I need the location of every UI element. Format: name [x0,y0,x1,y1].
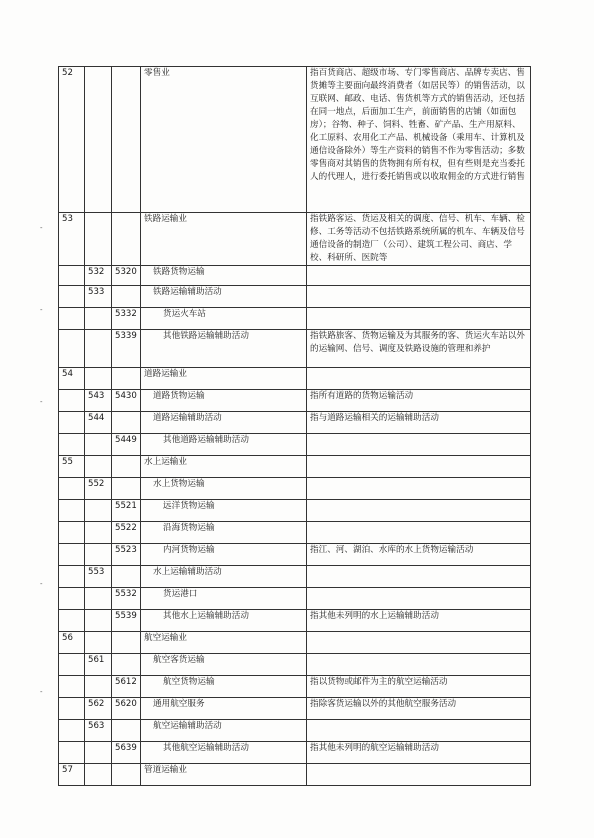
small-code: 5620 [112,698,141,720]
small-code [112,654,141,676]
major-code [59,500,85,522]
category-name: 其他铁路运输辅助活动 [141,330,307,368]
table-row [59,67,531,213]
table-row [59,654,531,676]
table-row [59,720,531,742]
category-name: 航空客货运输 [141,654,307,676]
small-code [112,286,141,308]
category-description: 指百货商店、超级市场、专门零售商店、品牌专卖店、售货摊等主要面向最终消费者（如居民等）的销售活动，以互联网、邮政、电话、售货机等方式的销售活动，还包括在同一地点，后面加工生产，前面销售的店铺（如面包房）；谷物、种子、饲料、牲畜、矿产品、生产用原料、化工原料、农用化工产品、机械设备（乘用车、计算机及通信设备除外）等生产资料的销售不作为零售活动；多数零售商对其销售的货物拥有所有权，但有些则是充当委托人的代理人，进行委托销售或以收取佣金的方式进行销售 [307,67,531,213]
major-code: 57 [59,764,85,786]
medium-code [85,500,112,522]
small-code [112,368,141,390]
medium-code [85,676,112,698]
major-code [59,742,85,764]
major-code [59,522,85,544]
major-code [59,330,85,368]
category-name: 零售业 [141,67,307,213]
category-description [307,308,531,330]
category-name: 其他水上运输辅助活动 [141,610,307,632]
medium-code: 544 [85,412,112,434]
category-description: 指其他未列明的航空运输辅助活动 [307,742,531,764]
medium-code: 533 [85,286,112,308]
category-name: 水上货物运输 [141,478,307,500]
medium-code [85,308,112,330]
small-code: 5539 [112,610,141,632]
small-code [112,67,141,213]
table-row [59,610,531,632]
medium-code: 543 [85,390,112,412]
small-code: 5612 [112,676,141,698]
table-row [59,676,531,698]
category-name: 水上运输辅助活动 [141,566,307,588]
category-description: 指铁路旅客、货物运输及为其服务的客、货运火车站以外的运输网、信号、调度及铁路设施的管理和养护 [307,330,531,368]
small-code: 5522 [112,522,141,544]
major-code [59,654,85,676]
medium-code [85,764,112,786]
category-description [307,522,531,544]
category-description: 指江、河、湖泊、水库的水上货物运输活动 [307,544,531,566]
category-description [307,632,531,654]
category-description: 指除客货运输以外的其他航空服务活动 [307,698,531,720]
medium-code: 562 [85,698,112,720]
table-row [59,434,531,456]
margin-mark: - [40,398,43,406]
small-code [112,478,141,500]
category-name: 铁路运输辅助活动 [141,286,307,308]
category-description [307,654,531,676]
small-code: 5332 [112,308,141,330]
small-code: 5449 [112,434,141,456]
category-name: 铁路货物运输 [141,266,307,286]
medium-code [85,330,112,368]
medium-code [85,67,112,213]
table-row [59,566,531,588]
table-row [59,266,531,286]
category-name: 货运火车站 [141,308,307,330]
major-code [59,286,85,308]
small-code [112,632,141,654]
medium-code: 532 [85,266,112,286]
category-description: 指铁路客运、货运及相关的调度、信号、机车、车辆、检修、工务等活动不包括铁路系统所属的机车、车辆及信号通信设备的制造厂（公司）、建筑工程公司、商店、学校、科研所、医院等 [307,213,531,266]
major-code [59,544,85,566]
major-code [59,588,85,610]
category-description: 指与道路运输相关的运输辅助活动 [307,412,531,434]
medium-code [85,456,112,478]
category-name: 铁路运输业 [141,213,307,266]
category-name: 通用航空服务 [141,698,307,720]
category-name: 道路运输辅助活动 [141,412,307,434]
major-code [59,478,85,500]
major-code [59,566,85,588]
major-code: 52 [59,67,85,213]
table-row [59,478,531,500]
table-row [59,500,531,522]
category-description [307,500,531,522]
table-row [59,588,531,610]
major-code: 55 [59,456,85,478]
medium-code [85,632,112,654]
small-code [112,720,141,742]
table-row [59,390,531,412]
table-row [59,308,531,330]
category-name: 航空运输辅助活动 [141,720,307,742]
category-name: 管道运输业 [141,764,307,786]
major-code [59,720,85,742]
category-name: 其他道路运输辅助活动 [141,434,307,456]
small-code [112,566,141,588]
classification-table [58,66,531,786]
category-name: 沿海货物运输 [141,522,307,544]
category-description [307,456,531,478]
major-code [59,698,85,720]
margin-mark: - [40,580,43,588]
category-name: 道路货物运输 [141,390,307,412]
small-code [112,412,141,434]
small-code [112,456,141,478]
small-code: 5523 [112,544,141,566]
category-description: 指所有道路的货物运输活动 [307,390,531,412]
major-code [59,412,85,434]
category-name: 道路运输业 [141,368,307,390]
major-code: 53 [59,213,85,266]
category-name: 远洋货物运输 [141,500,307,522]
category-name: 其他航空运输辅助活动 [141,742,307,764]
category-description [307,764,531,786]
table-row [59,764,531,786]
table-row [59,412,531,434]
small-code: 5430 [112,390,141,412]
medium-code [85,213,112,266]
small-code: 5339 [112,330,141,368]
table-row [59,330,531,368]
medium-code: 552 [85,478,112,500]
category-description [307,566,531,588]
category-description [307,434,531,456]
table-row [59,698,531,720]
major-code [59,610,85,632]
small-code: 5320 [112,266,141,286]
small-code [112,213,141,266]
medium-code [85,522,112,544]
category-description [307,588,531,610]
category-name: 航空运输业 [141,632,307,654]
major-code [59,390,85,412]
small-code: 5521 [112,500,141,522]
category-description [307,720,531,742]
major-code [59,266,85,286]
medium-code [85,544,112,566]
medium-code: 563 [85,720,112,742]
major-code [59,434,85,456]
margin-mark: - [40,688,43,696]
major-code [59,308,85,330]
medium-code [85,434,112,456]
medium-code [85,742,112,764]
small-code: 5532 [112,588,141,610]
category-description [307,368,531,390]
medium-code: 553 [85,566,112,588]
small-code [112,764,141,786]
medium-code: 561 [85,654,112,676]
medium-code [85,610,112,632]
category-description: 指其他未列明的水上运输辅助活动 [307,610,531,632]
table-row [59,368,531,390]
major-code: 54 [59,368,85,390]
category-description [307,478,531,500]
table-row [59,632,531,654]
category-name: 航空货物运输 [141,676,307,698]
category-name: 内河货物运输 [141,544,307,566]
table-row [59,213,531,266]
table-row [59,286,531,308]
small-code: 5639 [112,742,141,764]
margin-mark: - [40,306,43,314]
category-description [307,286,531,308]
table-row [59,544,531,566]
table-row [59,456,531,478]
category-name: 水上运输业 [141,456,307,478]
category-description [307,266,531,286]
medium-code [85,588,112,610]
margin-mark: - [40,224,43,232]
major-code [59,676,85,698]
category-description: 指以货物或邮件为主的航空运输活动 [307,676,531,698]
table-row [59,742,531,764]
major-code: 56 [59,632,85,654]
medium-code [85,368,112,390]
category-name: 货运港口 [141,588,307,610]
classification-table-body [59,67,531,786]
table-row [59,522,531,544]
